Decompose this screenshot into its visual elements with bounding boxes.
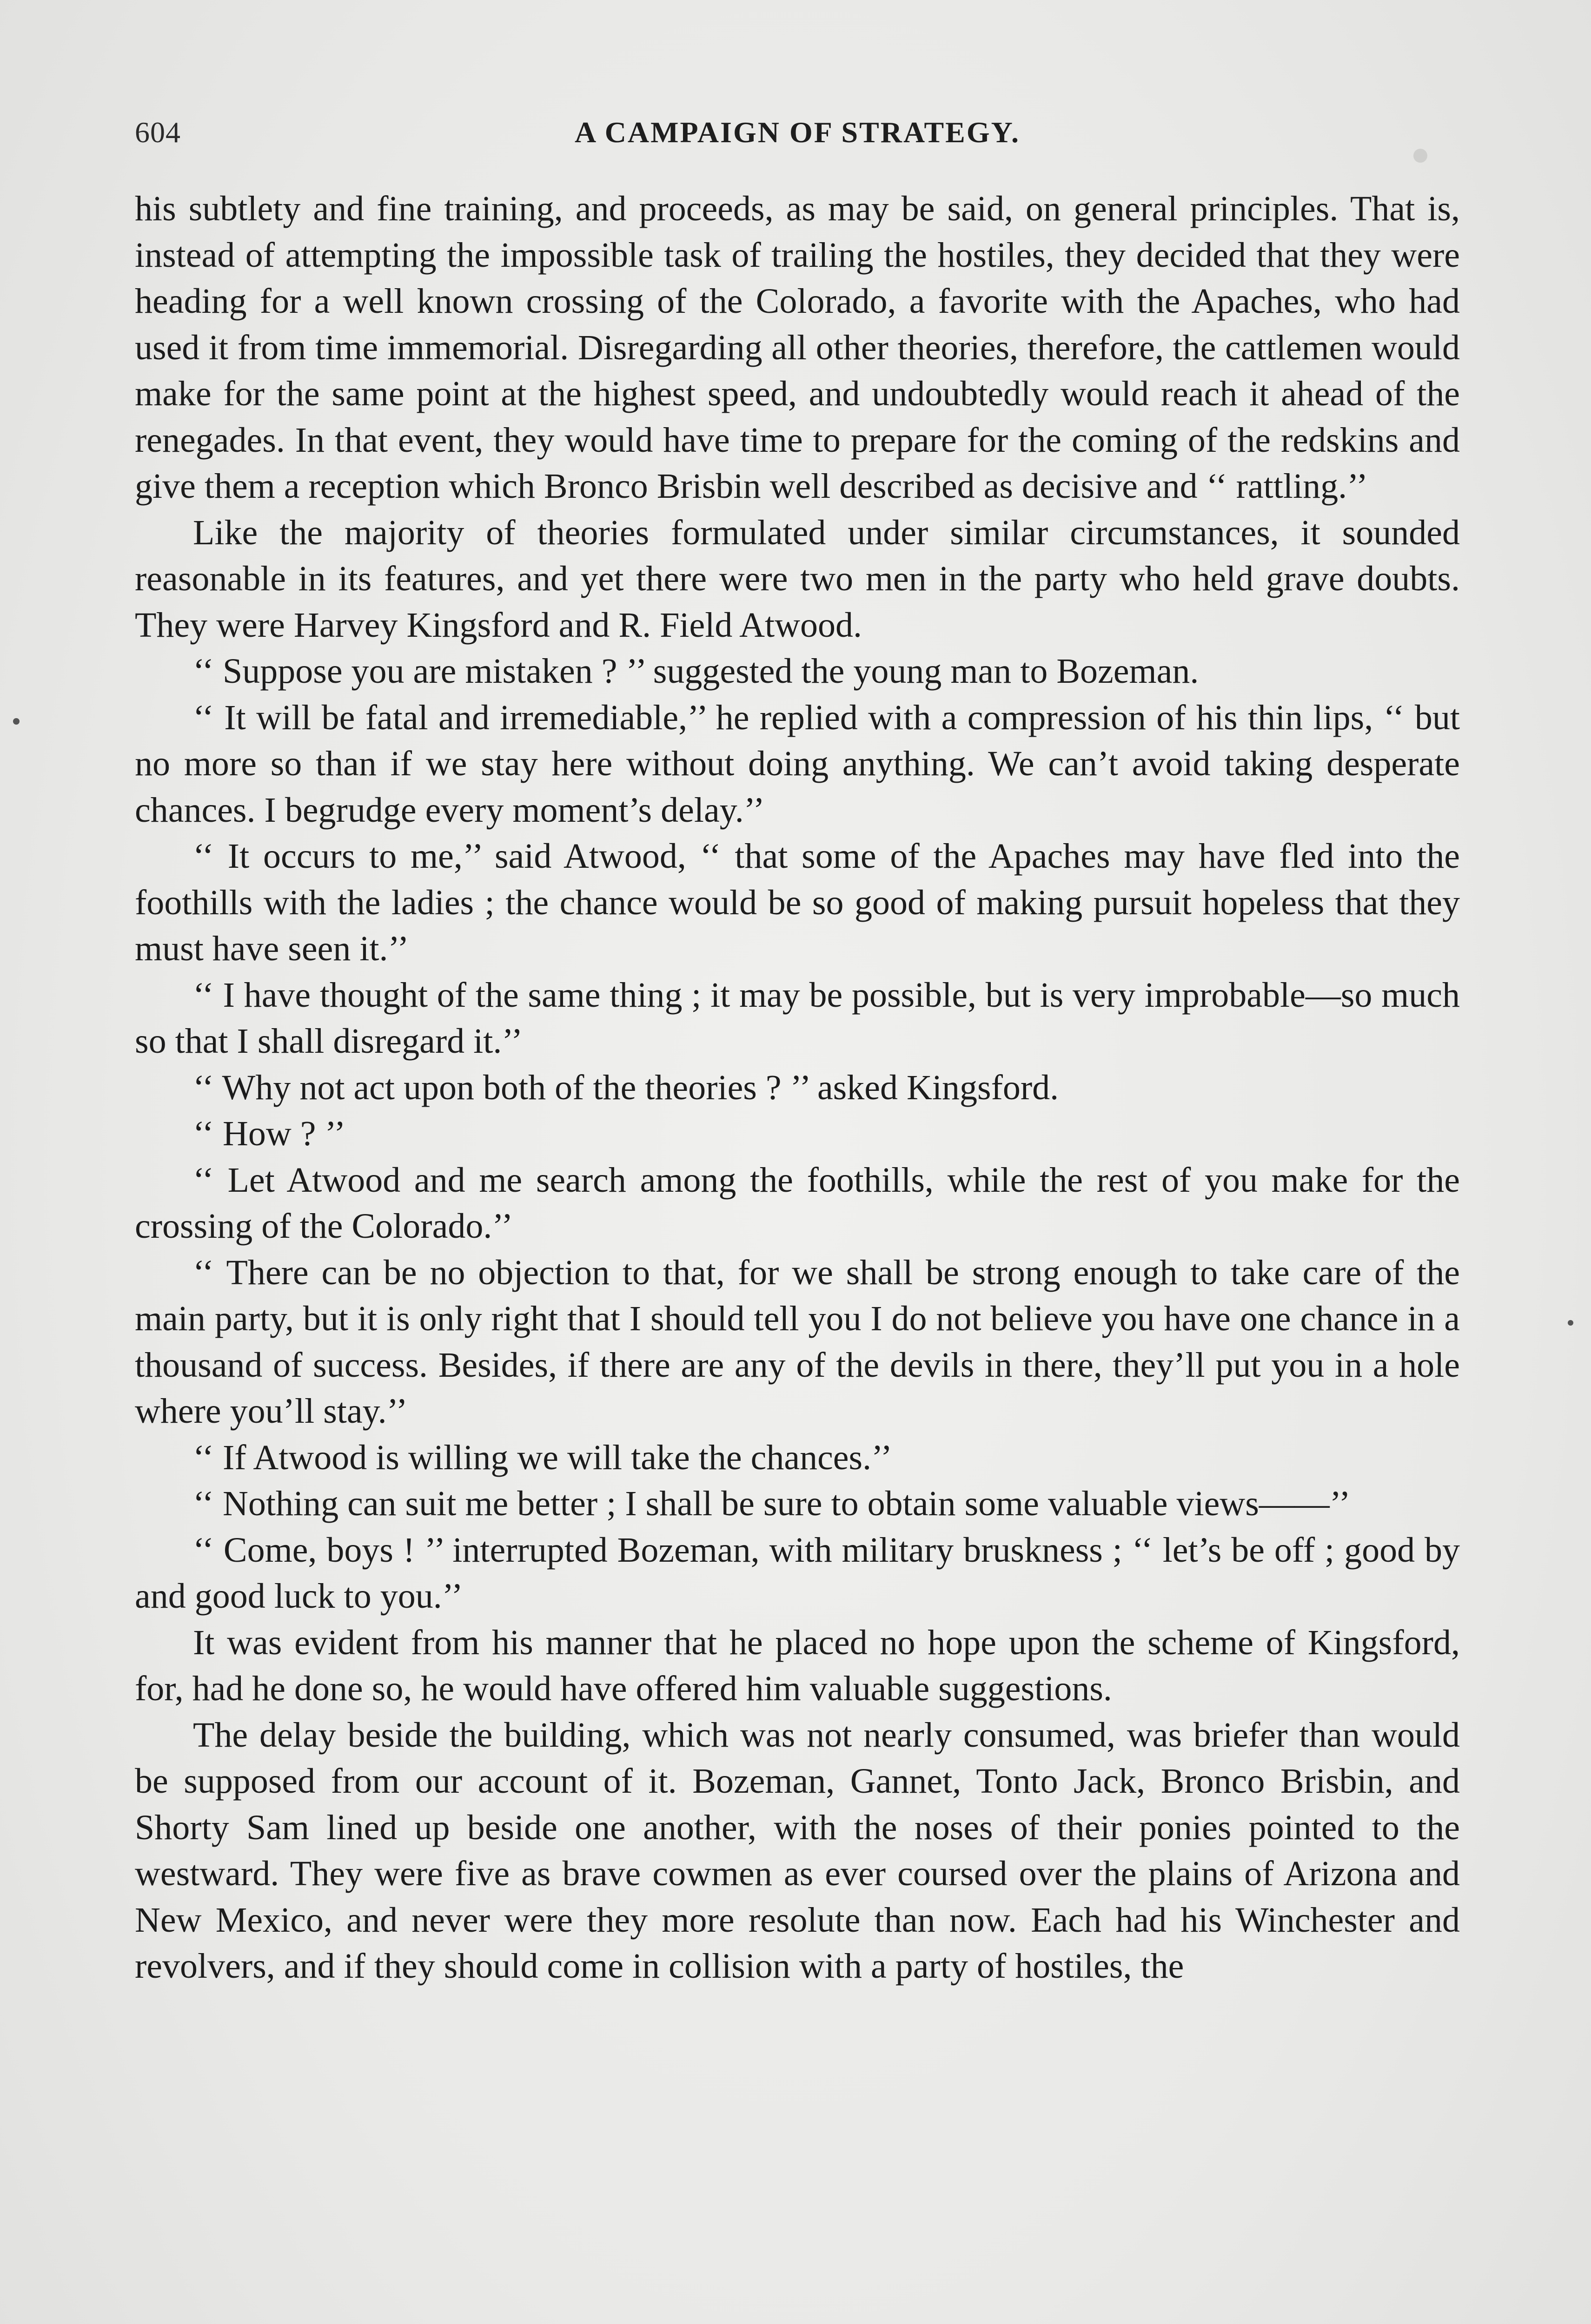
paragraph: ‘‘ Why not act upon both of the theories ? ’’ asked Kingsford. <box>193 1068 1059 1107</box>
paragraph: It was evident from his manner that he placed no hope upon the scheme of Kingsford, for, had he done so, he would have offered him valuable suggestions. <box>135 1623 1460 1708</box>
paragraph: ‘‘ Suppose you are mistaken ? ’’ suggested the young man to Bozeman. <box>193 652 1199 691</box>
page-header <box>135 115 1460 157</box>
scan-speck <box>1568 1320 1573 1326</box>
paragraph: ‘‘ If Atwood is willing we will take the chances.’’ <box>193 1438 893 1477</box>
paragraph: ‘‘ It occurs to me,’’ said Atwood, ‘‘ that some of the Apaches may have fled into the foothills with the ladies ; the chance would be so good of making pursuit hopeless that they must have seen it.’’ <box>135 837 1460 968</box>
scan-speck <box>1413 149 1427 163</box>
paragraph: ‘‘ Nothing can suit me better ; I shall be sure to obtain some valuable views——’’ <box>193 1484 1351 1523</box>
running-title: A CAMPAIGN OF STRATEGY. <box>575 116 1020 149</box>
body-text <box>135 186 1460 1990</box>
paragraph: ‘‘ I have thought of the same thing ; it may be possible, but is very improbable—so much so that I shall disregard it.’’ <box>135 975 1460 1061</box>
paragraph: ‘‘ Come, boys ! ’’ interrupted Bozeman, with military bruskness ; ‘‘ let’s be off ; good by and good luck to you.’’ <box>135 1530 1460 1616</box>
paragraph: his subtlety and fine training, and proceeds, as may be said, on general principles. That is, instead of attempting the impossible task of trailing the hostiles, they decided that they were heading for a well known crossing of the Colorado, a favorite with the Apaches, who had used it from time immemorial. Disregarding all other theories, therefore, the cattlemen would make for the same point at the highest speed, and undoubtedly would reach it ahead of the renegades. In that event, they would have time to prepare for the coming of the redskins and give them a reception which Bronco Brisbin well described as decisive and ‘‘ rattling.’’ <box>135 189 1460 506</box>
paragraph: ‘‘ Let Atwood and me search among the foothills, while the rest of you make for the crossing of the Colorado.’’ <box>135 1160 1460 1246</box>
scan-speck <box>13 718 20 725</box>
paragraph: The delay beside the building, which was not nearly consumed, was briefer than would be supposed from our account of it. Bozeman, Gannet, Tonto Jack, Bronco Brisbin, and Shorty Sam lined up beside one another, with the noses of their ponies pointed to the westward. They were five as brave cowmen as ever coursed over the plains of Arizona and New Mexico, and never were they more resolute than now. Each had his Winchester and revolvers, and if they should come in collision with a party of hostiles, the <box>135 1715 1460 1986</box>
paragraph: ‘‘ There can be no objection to that, for we shall be strong enough to take care of the main party, but it is only right that I should tell you I do not believe you have one chance in a thousand of success. Besides, if there are any of the devils in there, they’ll put you in a hole where you’ll stay.’’ <box>135 1253 1460 1431</box>
page-number: 604 <box>135 116 181 149</box>
paragraph: Like the majority of theories formulated under similar circumstances, it sounded reasonable in its features, and yet there were two men in the party who held grave doubts. They were Harvey Kingsford and R. Field Atwood. <box>135 513 1460 645</box>
paragraph: ‘‘ It will be fatal and irremediable,’’ he replied with a compression of his thin lips, ‘‘ but no more so than if we stay here without doing anything. We can’t avoid taking desperate chances. I begrudge every moment’s delay.’’ <box>135 698 1460 830</box>
paragraph: ‘‘ How ? ’’ <box>193 1114 346 1153</box>
